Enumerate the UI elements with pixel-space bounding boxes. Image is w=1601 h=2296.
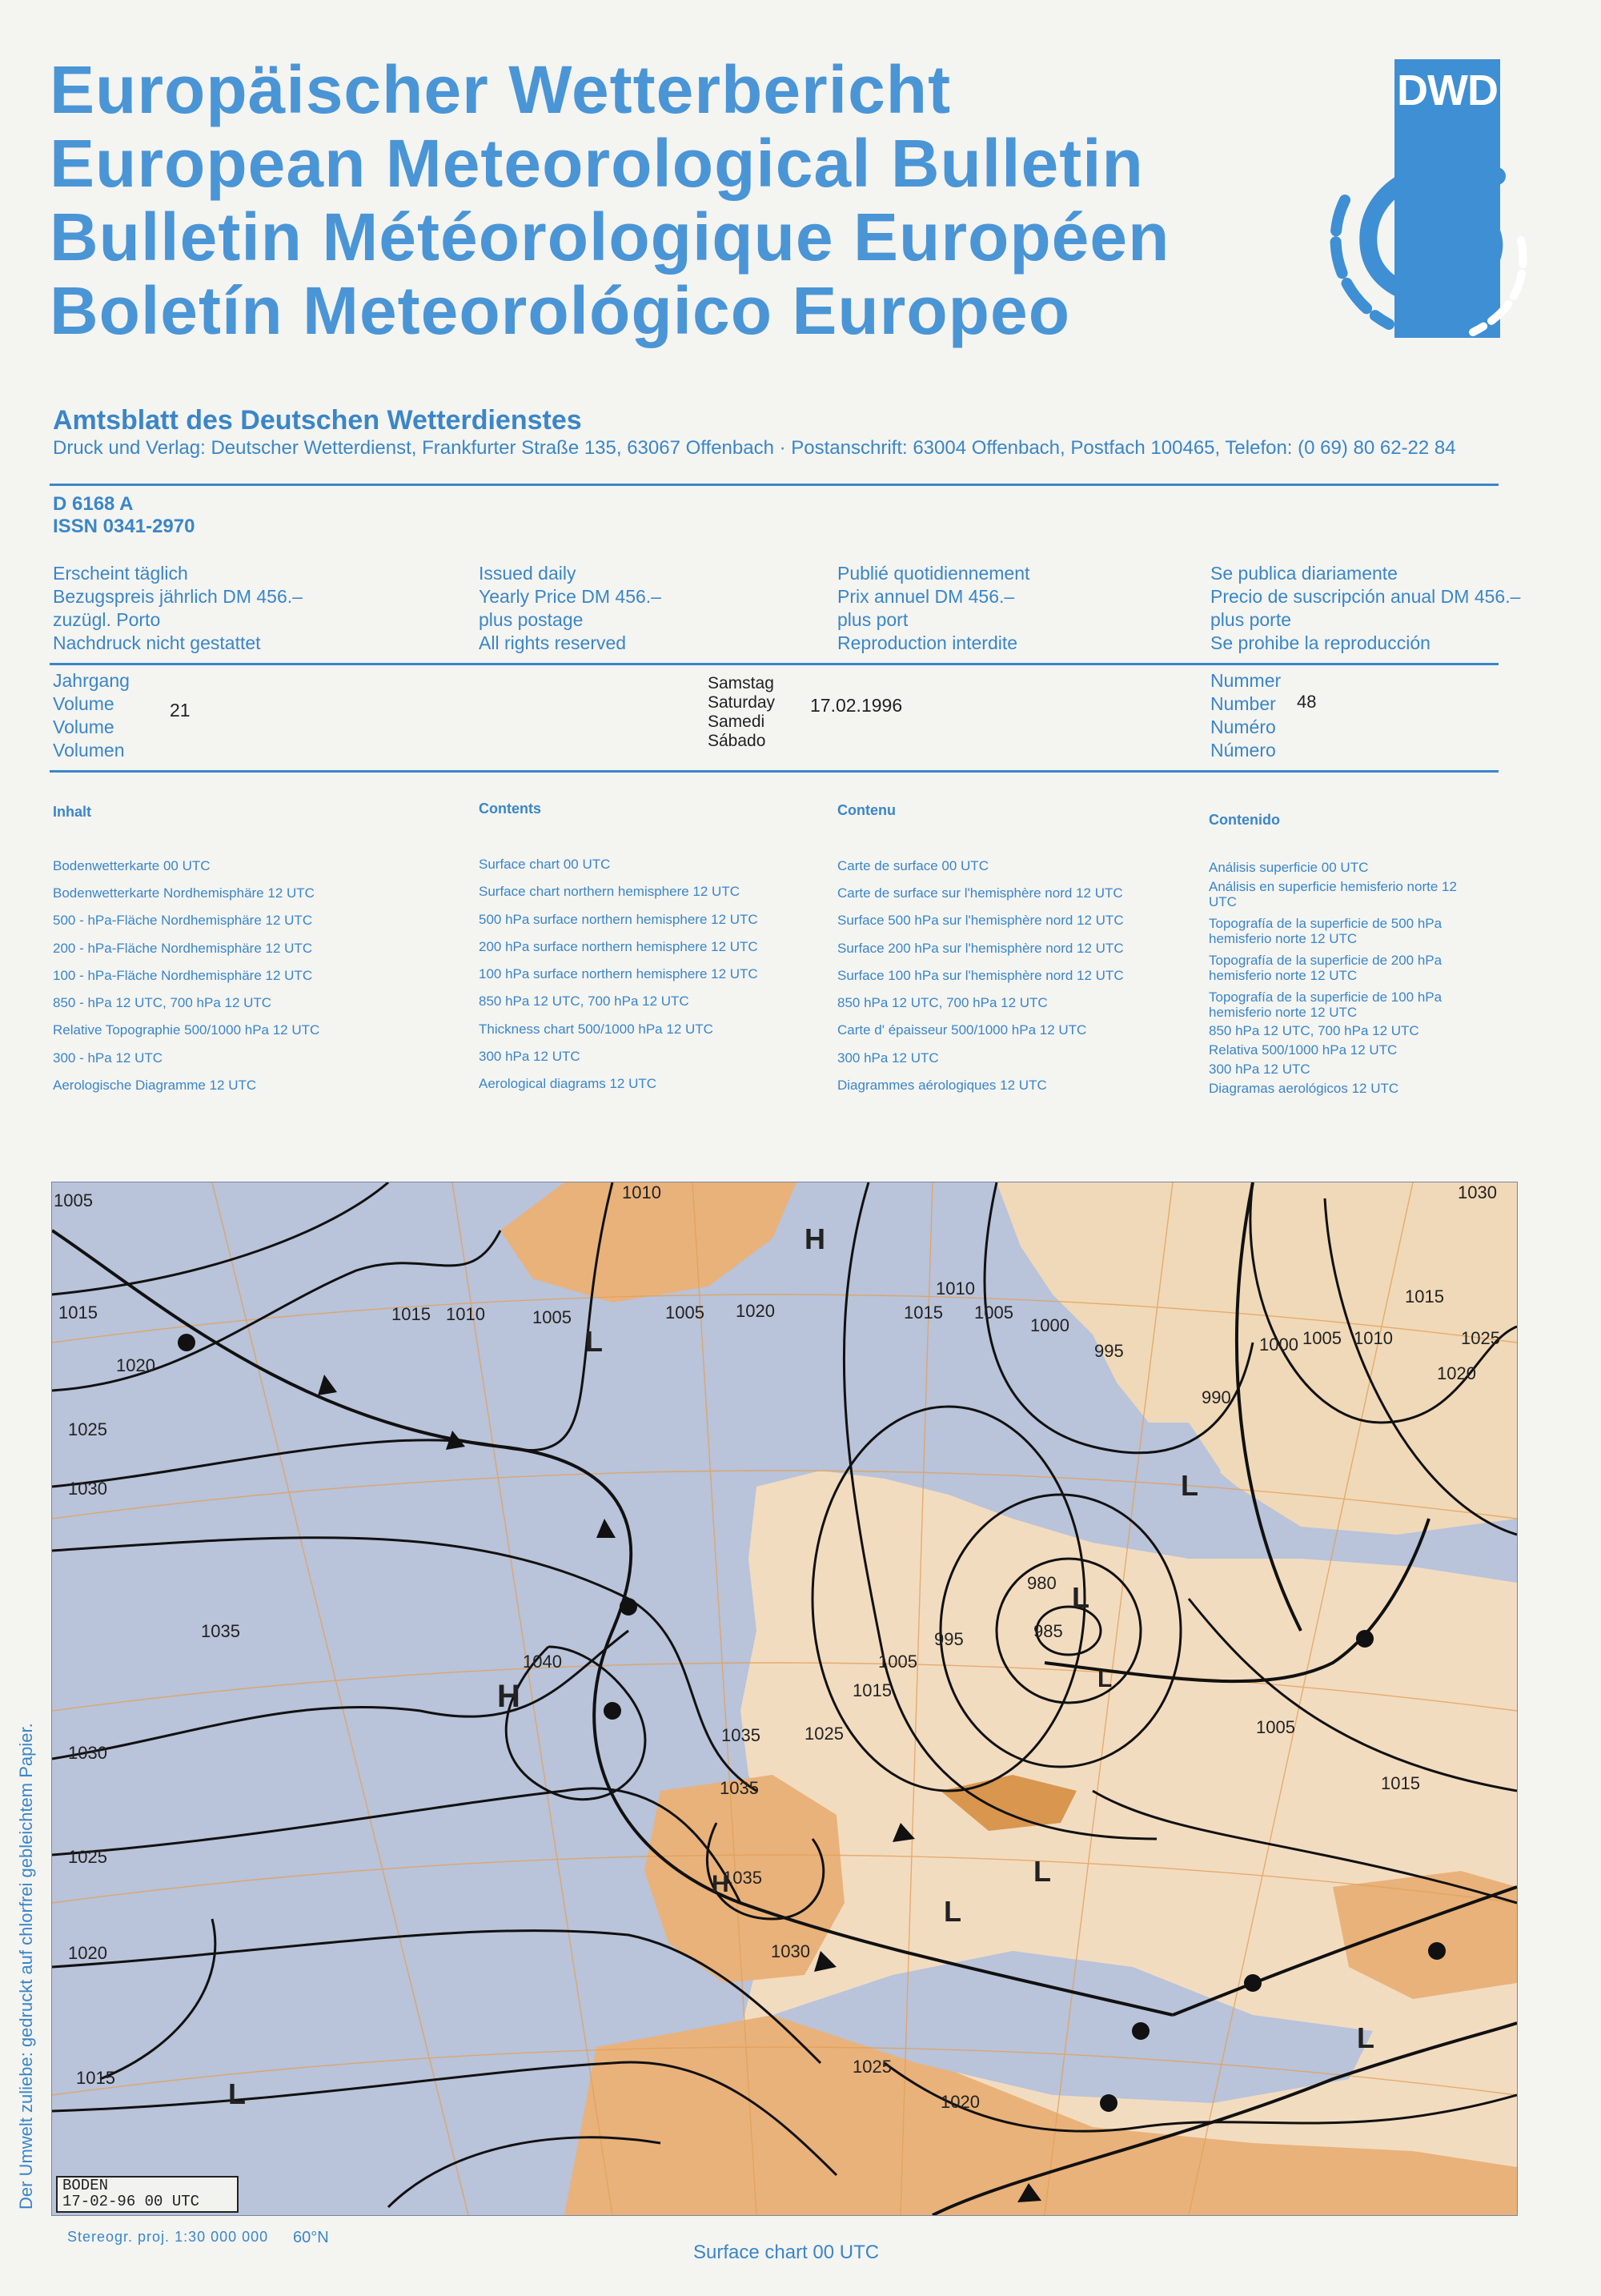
sub-es-line: Se publica diariamente (1210, 563, 1398, 584)
map-stamp (56, 2176, 239, 2213)
isobar-label: 1000 (1030, 1315, 1069, 1335)
publisher-name: Amtsblatt des Deutschen Wetterdienstes (53, 405, 582, 436)
sub-en-line: Yearly Price DM 456.– (479, 586, 661, 607)
isobar-label: 1010 (936, 1278, 975, 1299)
toc-item-en: Aerological diagrams 12 UTC (479, 1076, 657, 1091)
toc-item-es: Topografía de la superficie de 500 hPa hemisferio norte 12 UTC (1209, 916, 1443, 946)
volume-label: Volumen (53, 740, 125, 761)
side-note: Der Umwelt zuliebe: gedruckt auf chlorfrei gebleichtem Papier. (16, 1723, 36, 2210)
stamp-line: 17-02-96 00 UTC (62, 2193, 200, 2210)
toc-item-fr: Carte d' épaisseur 500/1000 hPa 12 UTC (837, 1022, 1087, 1038)
subscription-de (53, 562, 303, 655)
toc-item-es: 850 hPa 12 UTC, 700 hPa 12 UTC (1209, 1023, 1419, 1038)
toc-item-de: Relative Topographie 500/1000 hPa 12 UTC (53, 1022, 320, 1038)
stamp-line: BODEN (62, 2177, 109, 2194)
isobar-label: 1005 (974, 1303, 1013, 1323)
isobar-label: 1005 (54, 1190, 93, 1210)
toc-item-es: Topografía de la superficie de 200 hPa hemisferio norte 12 UTC (1209, 953, 1443, 983)
toc-item-en: 850 hPa 12 UTC, 700 hPa 12 UTC (479, 993, 689, 1009)
toc-item-es: 300 hPa 12 UTC (1209, 1062, 1310, 1077)
isobar-label: 1030 (68, 1479, 107, 1499)
isobar-label: 1010 (622, 1182, 661, 1202)
toc-item-en: Surface chart 00 UTC (479, 857, 611, 872)
isobar-label: 1015 (904, 1303, 943, 1323)
toc-heading-en: Contents (479, 801, 541, 817)
low-pressure-center: L (1097, 1666, 1113, 1692)
sub-de-line: Bezugspreis jährlich DM 456.– (53, 586, 303, 607)
toc-item-fr: Carte de surface sur l'hemisphère nord 12 UTC (837, 885, 1123, 901)
isobar-label: 1005 (1256, 1717, 1295, 1737)
isobar-label: 1020 (1437, 1363, 1476, 1383)
toc-item-en: 100 hPa surface northern hemisphere 12 UTC (479, 966, 758, 981)
sub-de-line: zuzügl. Porto (53, 609, 161, 630)
day-label: Samstag (708, 674, 774, 692)
toc-item-de: 850 - hPa 12 UTC, 700 hPa 12 UTC (53, 995, 272, 1010)
subscription-es (1210, 562, 1520, 655)
isobar-label: 1015 (391, 1304, 431, 1324)
volume-label: Volume (53, 693, 114, 714)
low-pressure-center: L (1181, 1469, 1198, 1502)
day-labels (708, 674, 775, 751)
number-label: Nummer (1210, 670, 1282, 691)
isobar-label: 1030 (1458, 1182, 1497, 1202)
sub-fr-line: plus port (837, 609, 909, 630)
toc-item-de: 300 - hPa 12 UTC (53, 1050, 163, 1066)
toc-item-fr: Surface 200 hPa sur l'hemisphère nord 12 UTC (837, 941, 1124, 956)
isobar-label: 1015 (853, 1680, 892, 1700)
surface-weather-map (51, 1182, 1518, 2216)
toc-item-fr: 300 hPa 12 UTC (837, 1050, 939, 1066)
toc-item-es: Topografía de la superficie de 100 hPa hemisferio norte 12 UTC (1209, 989, 1443, 1020)
toc-heading-es: Contenido (1209, 812, 1280, 828)
issn: ISSN 0341-2970 (53, 516, 195, 537)
title-french: Bulletin Météorologique Européen (50, 199, 1170, 275)
isobar-label: 1000 (1259, 1335, 1298, 1355)
isobar-label: 980 (1027, 1573, 1057, 1593)
toc-item-en: 500 hPa surface northern hemisphere 12 UTC (479, 912, 758, 927)
high-pressure-center: H (805, 1222, 825, 1255)
toc-item-de: 500 - hPa-Fläche Nordhemisphäre 12 UTC (53, 913, 313, 928)
toc-item-es: Relativa 500/1000 hPa 12 UTC (1209, 1042, 1398, 1058)
toc-item-fr: Diagrammes aérologiques 12 UTC (837, 1078, 1047, 1093)
isobar-label: 995 (1094, 1341, 1124, 1361)
isobar-label: 1030 (68, 1743, 107, 1763)
isobar-label: 1035 (721, 1725, 760, 1745)
isobar-label: 1020 (941, 2092, 980, 2112)
volume-value: 21 (170, 700, 191, 721)
dwd-logo-text: DWD (1397, 66, 1498, 114)
sub-es-line: Se prohibe la reproducción (1210, 632, 1430, 653)
map-projection: Stereogr. proj. 1:30 000 000 (67, 2229, 269, 2245)
issue-number: 48 (1297, 692, 1317, 712)
volume-label: Jahrgang (53, 670, 130, 691)
sub-en-line: All rights reserved (479, 632, 627, 653)
isobar-label: 1015 (1405, 1286, 1444, 1307)
sub-en-line: Issued daily (479, 563, 576, 584)
low-pressure-center: L (585, 1325, 603, 1358)
sub-es-line: Precio de suscripción anual DM 456.– (1210, 586, 1521, 607)
isobar-label: 1020 (68, 1943, 107, 1963)
map-caption: Surface chart 00 UTC (693, 2242, 880, 2263)
volume-label: Volume (53, 716, 114, 737)
high-pressure-center: H (712, 1871, 729, 1897)
toc-item-fr: Surface 100 hPa sur l'hemisphère nord 12 UTC (837, 968, 1124, 983)
swirl-logo-icon (1313, 144, 1545, 344)
isobar-label: 1030 (771, 1941, 810, 1961)
toc-item-en: Thickness chart 500/1000 hPa 12 UTC (479, 1022, 713, 1037)
isobar-label: 1010 (1354, 1328, 1393, 1348)
isobar-label: 1010 (446, 1304, 485, 1324)
divider-bottom (50, 770, 1499, 773)
day-label: Samedi (708, 712, 765, 731)
isobar-label: 1005 (1302, 1328, 1342, 1348)
isobar-label: 1040 (523, 1652, 562, 1672)
toc-item-en: 300 hPa 12 UTC (479, 1049, 580, 1064)
isobar-label: 1015 (58, 1303, 98, 1323)
number-label: Number (1210, 693, 1276, 714)
sub-es-line: plus porte (1210, 609, 1292, 630)
isobar-label: 1025 (853, 2057, 892, 2077)
sub-fr-line: Prix annuel DM 456.– (837, 586, 1015, 607)
day-label: Sábado (708, 732, 766, 750)
land-scandinavia (997, 1182, 1517, 1535)
isobar-label: 1035 (201, 1621, 240, 1641)
isobar-label: 1025 (68, 1847, 107, 1867)
low-pressure-center: L (944, 1895, 961, 1928)
sub-de-line: Erscheint täglich (53, 563, 188, 584)
isobar-label: 1025 (1461, 1328, 1500, 1348)
isobar-label: 1020 (116, 1355, 155, 1375)
day-label: Saturday (708, 693, 776, 712)
toc-item-de: Aerologische Diagramme 12 UTC (53, 1078, 257, 1093)
toc-item-de: 200 - hPa-Fläche Nordhemisphäre 12 UTC (53, 941, 313, 956)
toc-item-en: 200 hPa surface northern hemisphere 12 UTC (479, 939, 758, 954)
title-german: Europäischer Wetterbericht (50, 52, 952, 127)
isobar-label: 1005 (878, 1652, 917, 1672)
toc-heading-de: Inhalt (53, 804, 91, 820)
low-pressure-center: L (1357, 2021, 1374, 2054)
isobar-label: 1015 (76, 2068, 115, 2088)
toc-item-es: Análisis en superficie hemisferio norte 12 UTC (1209, 879, 1457, 909)
isobar-label: 1015 (1381, 1773, 1420, 1793)
high-pressure-center: H (497, 1679, 520, 1714)
number-label: Numéro (1210, 716, 1276, 737)
isobar-label: 1035 (723, 1868, 762, 1888)
toc-heading-fr: Contenu (837, 802, 896, 818)
isobar-label: 1005 (665, 1303, 704, 1323)
title-spanish: Boletín Meteorológico Europeo (50, 273, 1071, 348)
low-pressure-center: L (228, 2077, 246, 2110)
sub-en-line: plus postage (479, 609, 584, 630)
isobar-label: 995 (934, 1629, 964, 1649)
isobar-label: 1005 (532, 1307, 572, 1327)
toc-item-fr: Carte de surface 00 UTC (837, 858, 989, 873)
number-label: Número (1210, 740, 1276, 761)
isobar-label: 1020 (736, 1301, 775, 1321)
issue-date: 17.02.1996 (810, 695, 903, 716)
toc-item-es: Análisis superficie 00 UTC (1209, 860, 1369, 875)
sub-de-line: Nachdruck nicht gestattet (53, 632, 261, 653)
subscription-en (479, 562, 661, 655)
toc-item-de: Bodenwetterkarte 00 UTC (53, 858, 211, 873)
isobar-label: 1035 (720, 1778, 759, 1798)
toc-item-fr: 850 hPa 12 UTC, 700 hPa 12 UTC (837, 995, 1048, 1010)
low-pressure-center: L (1033, 1855, 1051, 1888)
isobar-label: 1025 (805, 1724, 844, 1744)
divider-top (50, 484, 1499, 486)
map-latitude: 60°N (293, 2229, 329, 2246)
isobar-label: 1025 (68, 1419, 107, 1439)
toc-item-de: 100 - hPa-Fläche Nordhemisphäre 12 UTC (53, 968, 313, 983)
toc-item-fr: Surface 500 hPa sur l'hemisphère nord 12 UTC (837, 913, 1124, 928)
number-labels (1210, 669, 1281, 762)
toc-item-de: Bodenwetterkarte Nordhemisphäre 12 UTC (53, 885, 315, 901)
sub-fr-line: Reproduction interdite (837, 632, 1018, 653)
d-number: D 6168 A (53, 493, 134, 515)
title-english: European Meteorological Bulletin (50, 126, 1144, 201)
sub-fr-line: Publié quotidiennement (837, 563, 1030, 584)
isobar-label: 990 (1202, 1387, 1231, 1407)
divider-middle (50, 663, 1499, 665)
subscription-fr (837, 562, 1029, 655)
publisher-address: Druck und Verlag: Deutscher Wetterdienst, Frankfurter Straße 135, 63067 Offenbach · Postanschrift: 63004 Offenbach, Postfach 100465, Telefon: (0 69) 80 62-22 84 (53, 437, 1456, 459)
volume-labels (53, 669, 130, 762)
isobar-label: 985 (1033, 1621, 1063, 1641)
toc-item-es: Diagramas aerológicos 12 UTC (1209, 1081, 1399, 1096)
low-pressure-center: L (1072, 1581, 1089, 1614)
toc-item-en: Surface chart northern hemisphere 12 UTC (479, 884, 740, 899)
